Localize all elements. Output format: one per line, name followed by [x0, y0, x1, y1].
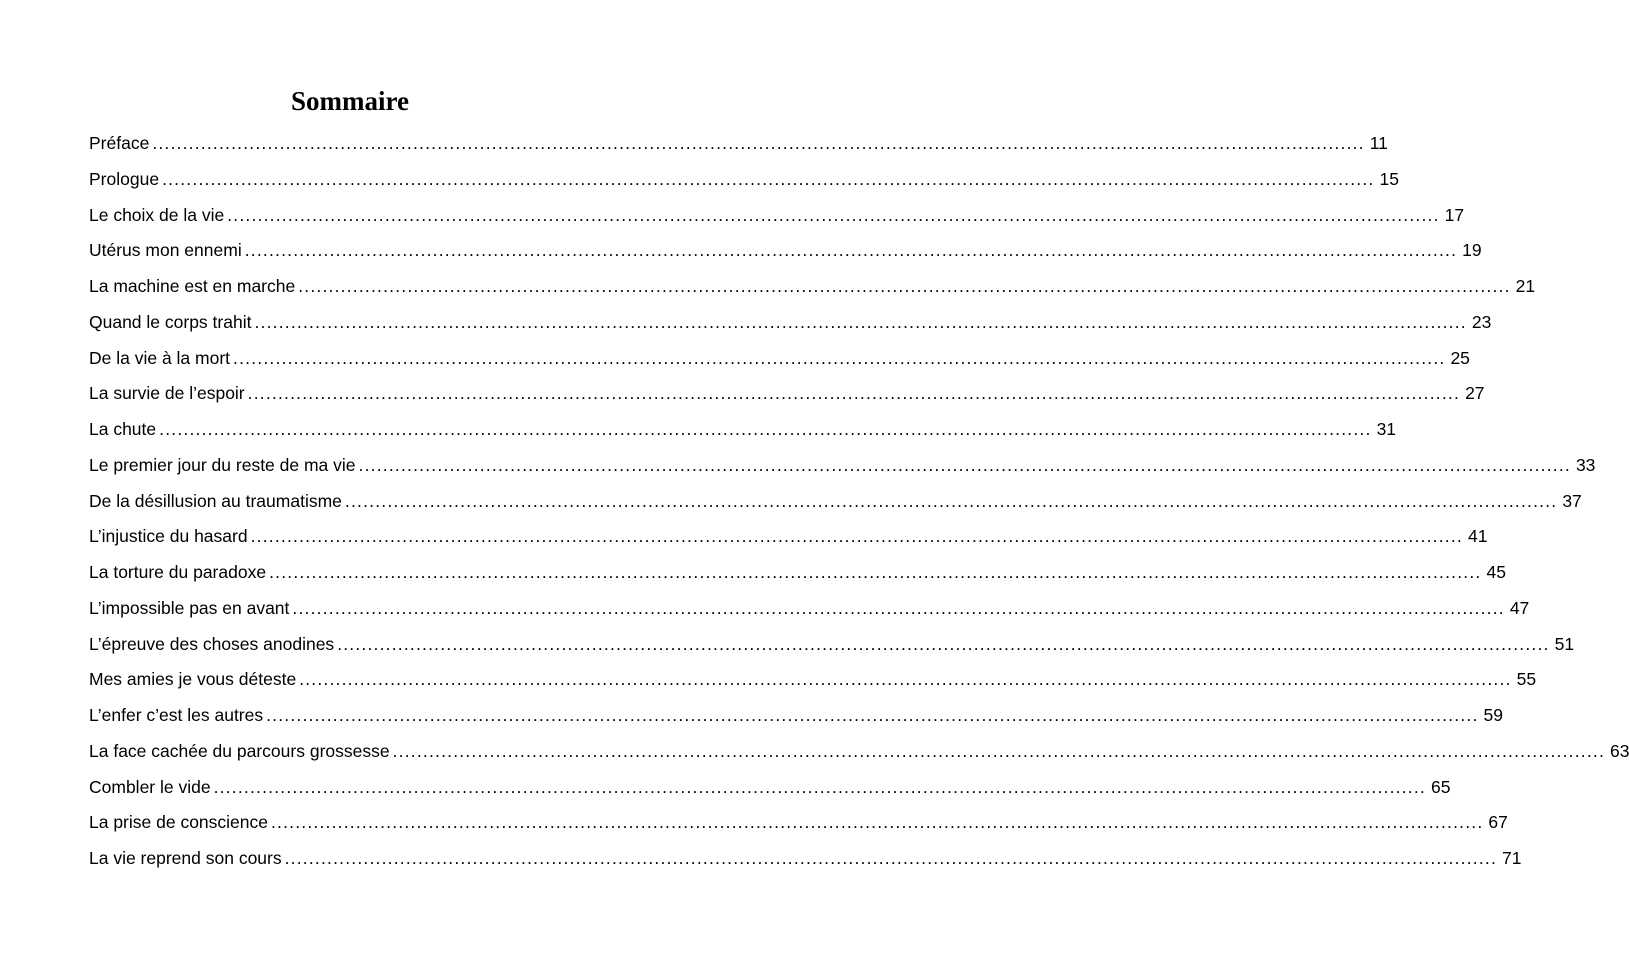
toc-entry	[89, 237, 1482, 273]
toc-entry-title: La prise de conscience	[89, 812, 268, 833]
toc-entry-page: 19	[1462, 240, 1482, 261]
toc-entry-title: La face cachée du parcours grossesse	[89, 740, 390, 761]
toc-entry-page: 65	[1431, 776, 1451, 797]
toc-entry	[89, 416, 1397, 452]
toc-entry	[89, 202, 1465, 238]
toc-entry-page: 27	[1465, 383, 1485, 404]
toc-entry-page: 33	[1575, 454, 1596, 475]
toc-entry	[89, 452, 1596, 488]
toc-entry	[89, 845, 1522, 881]
dot-leader: ........................................................................................................................................................................................................	[292, 597, 1505, 618]
toc-entry-page: 71	[1502, 848, 1522, 868]
dot-leader: ........................................................................................................................................................................................................	[298, 276, 1511, 296]
page-title: Sommaire	[291, 86, 409, 116]
toc-entry-page: 17	[1444, 204, 1465, 225]
toc-entry	[89, 809, 1508, 845]
toc-entry-title: Mes amies je vous déteste	[89, 669, 297, 690]
toc-entry	[89, 488, 1582, 524]
toc-entry	[89, 380, 1485, 416]
dot-leader: ........................................................................................................................................................................................................	[271, 812, 1484, 833]
dot-leader: ........................................................................................................................................................................................................	[337, 633, 1550, 654]
toc-entry-page: 23	[1471, 311, 1492, 332]
toc-entry-page: 63	[1610, 740, 1629, 761]
toc-entry	[89, 774, 1451, 810]
dot-leader: ........................................................................................................................................................................................................	[247, 383, 1461, 404]
toc-entry-page: 59	[1483, 705, 1504, 725]
dot-leader: ........................................................................................................................................................................................................	[269, 562, 1482, 582]
dot-leader: ........................................................................................................................................................................................................	[358, 454, 1571, 475]
toc-entry	[89, 702, 1504, 738]
toc-entry-title: De la vie à la mort	[89, 347, 231, 368]
toc-entry-page: 31	[1376, 419, 1397, 439]
toc-entry-title: L’injustice du hasard	[89, 526, 248, 547]
toc-entry	[89, 273, 1536, 309]
dot-leader: ........................................................................................................................................................................................................	[284, 848, 1498, 868]
toc-entry-title: La survie de l’espoir	[89, 383, 245, 404]
toc-entry-title: De la désillusion au traumatisme	[89, 490, 342, 511]
toc-entry-title: Préface	[89, 133, 150, 153]
toc-entry-page: 15	[1379, 168, 1399, 189]
toc-entry-title: Prologue	[89, 168, 160, 189]
toc-entry	[89, 595, 1530, 631]
toc-entry-page: 55	[1516, 669, 1537, 690]
toc-entry-title: Le choix de la vie	[89, 204, 225, 225]
toc-entry	[89, 166, 1399, 202]
dot-leader: ........................................................................................................................................................................................................	[233, 347, 1446, 368]
dot-leader: ........................................................................................................................................................................................................	[254, 311, 1467, 332]
toc-entry	[89, 631, 1575, 667]
toc-entry-page: 47	[1509, 597, 1530, 618]
toc-entry	[89, 666, 1537, 702]
toc-entry-page: 45	[1486, 562, 1506, 582]
toc-entry	[89, 345, 1470, 381]
toc-entry-page: 11	[1369, 133, 1388, 153]
dot-leader: ........................................................................................................................................................................................................	[250, 526, 1463, 547]
dot-leader: ........................................................................................................................................................................................................	[266, 705, 1479, 725]
dot-leader: ........................................................................................................................................................................................................	[244, 240, 1458, 261]
toc-entry-page: 51	[1554, 633, 1575, 654]
dot-leader: ........................................................................................................................................................................................................	[162, 168, 1375, 189]
toc-entry-title: Le premier jour du reste de ma vie	[89, 454, 356, 475]
dot-leader: ........................................................................................................................................................................................................	[152, 133, 1365, 153]
table-of-contents	[89, 130, 1629, 881]
toc-entry-title: La vie reprend son cours	[89, 848, 282, 868]
toc-entry	[89, 309, 1492, 345]
toc-entry-title: Combler le vide	[89, 776, 211, 797]
toc-entry-page: 25	[1450, 347, 1470, 368]
toc-entry-title: L’épreuve des choses anodines	[89, 633, 335, 654]
dot-leader: ........................................................................................................................................................................................................	[213, 776, 1426, 797]
toc-entry-title: L’enfer c’est les autres	[89, 705, 264, 725]
toc-entry-page: 67	[1488, 812, 1508, 833]
dot-leader: ........................................................................................................................................................................................................	[227, 204, 1440, 225]
toc-entry-title: La chute	[89, 419, 157, 439]
toc-entry	[89, 559, 1506, 595]
dot-leader: ........................................................................................................................................................................................................	[344, 490, 1558, 511]
toc-entry-title: L’impossible pas en avant	[89, 597, 290, 618]
toc-entry-page: 41	[1468, 526, 1488, 547]
dot-leader: ........................................................................................................................................................................................................	[159, 419, 1372, 439]
dot-leader: ........................................................................................................................................................................................................	[299, 669, 1512, 690]
toc-entry-page: 21	[1515, 276, 1536, 296]
toc-entry	[89, 130, 1388, 166]
toc-entry-title: Utérus mon ennemi	[89, 240, 242, 261]
toc-entry-page: 37	[1562, 490, 1582, 511]
dot-leader: ........................................................................................................................................................................................................	[392, 740, 1606, 761]
toc-entry	[89, 523, 1488, 559]
toc-entry	[89, 738, 1629, 774]
toc-entry-title: Quand le corps trahit	[89, 311, 252, 332]
toc-entry-title: La machine est en marche	[89, 276, 296, 296]
toc-entry-title: La torture du paradoxe	[89, 562, 267, 582]
